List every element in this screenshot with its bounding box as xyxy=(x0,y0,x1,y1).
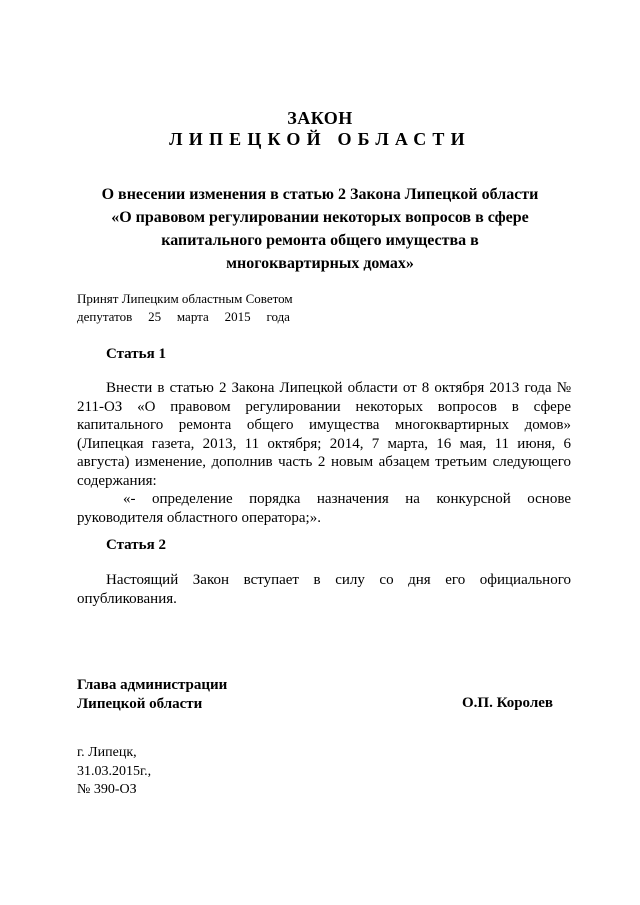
adoption-year-word: года xyxy=(266,309,290,324)
signatory-position-line-1: Глава администрации xyxy=(77,677,228,693)
region-title: ЛИПЕЦКОЙ ОБЛАСТИ xyxy=(169,129,471,149)
document-footer xyxy=(77,744,151,800)
law-title: ЗАКОН xyxy=(287,108,353,128)
adoption-day: 25 xyxy=(148,309,162,324)
article-2-body xyxy=(77,571,571,608)
article-1-heading: Статья 1 xyxy=(106,346,166,362)
article-2-heading: Статья 2 xyxy=(106,537,166,553)
adoption-month: марта xyxy=(176,309,209,324)
article-1-paragraph: Внести в статью 2 Закона Липецкой области от 8 октября 2013 года № 211-ОЗ «О правовом регулировании некоторых вопросов в сфере капитального ремонта общего имущества многоквартирных домов» (Липецкая газета, 2013, 11 октября; 2014, 7 марта, 16 мая, 11 июня, 6 августа) изменение, дополнив часть 2 новым абзацем третьим следующего содержания: xyxy=(77,380,571,489)
adoption-word: депутатов xyxy=(77,309,133,324)
adoption-line-1: Принят Липецким областным Советом xyxy=(77,291,293,306)
footer-city: г. Липецк, xyxy=(77,745,137,760)
signatory-position xyxy=(77,676,227,714)
adoption-line-2 xyxy=(77,308,290,326)
footer-date: 31.03.2015г., xyxy=(77,763,152,779)
article-1-body xyxy=(77,379,571,527)
article-1-quote: «- определение порядка назначения на конкурсной основе руководителя областного оператора;». xyxy=(77,491,571,526)
law-subject: О внесении изменения в статью 2 Закона Липецкой области «О правовом регулировании некоторых вопросов в сфере капитального ремонта общего имущества в многоквартирных домах» xyxy=(101,186,539,272)
adoption-note xyxy=(77,290,293,326)
signatory-name: О.П. Королев xyxy=(462,695,554,711)
footer-number: № 390-ОЗ xyxy=(77,782,137,797)
adoption-year: 2015 xyxy=(224,309,251,324)
article-2-paragraph: Настоящий Закон вступает в силу со дня его официального опубликования. xyxy=(77,572,571,607)
signatory-position-line-2: Липецкой области xyxy=(77,696,203,712)
